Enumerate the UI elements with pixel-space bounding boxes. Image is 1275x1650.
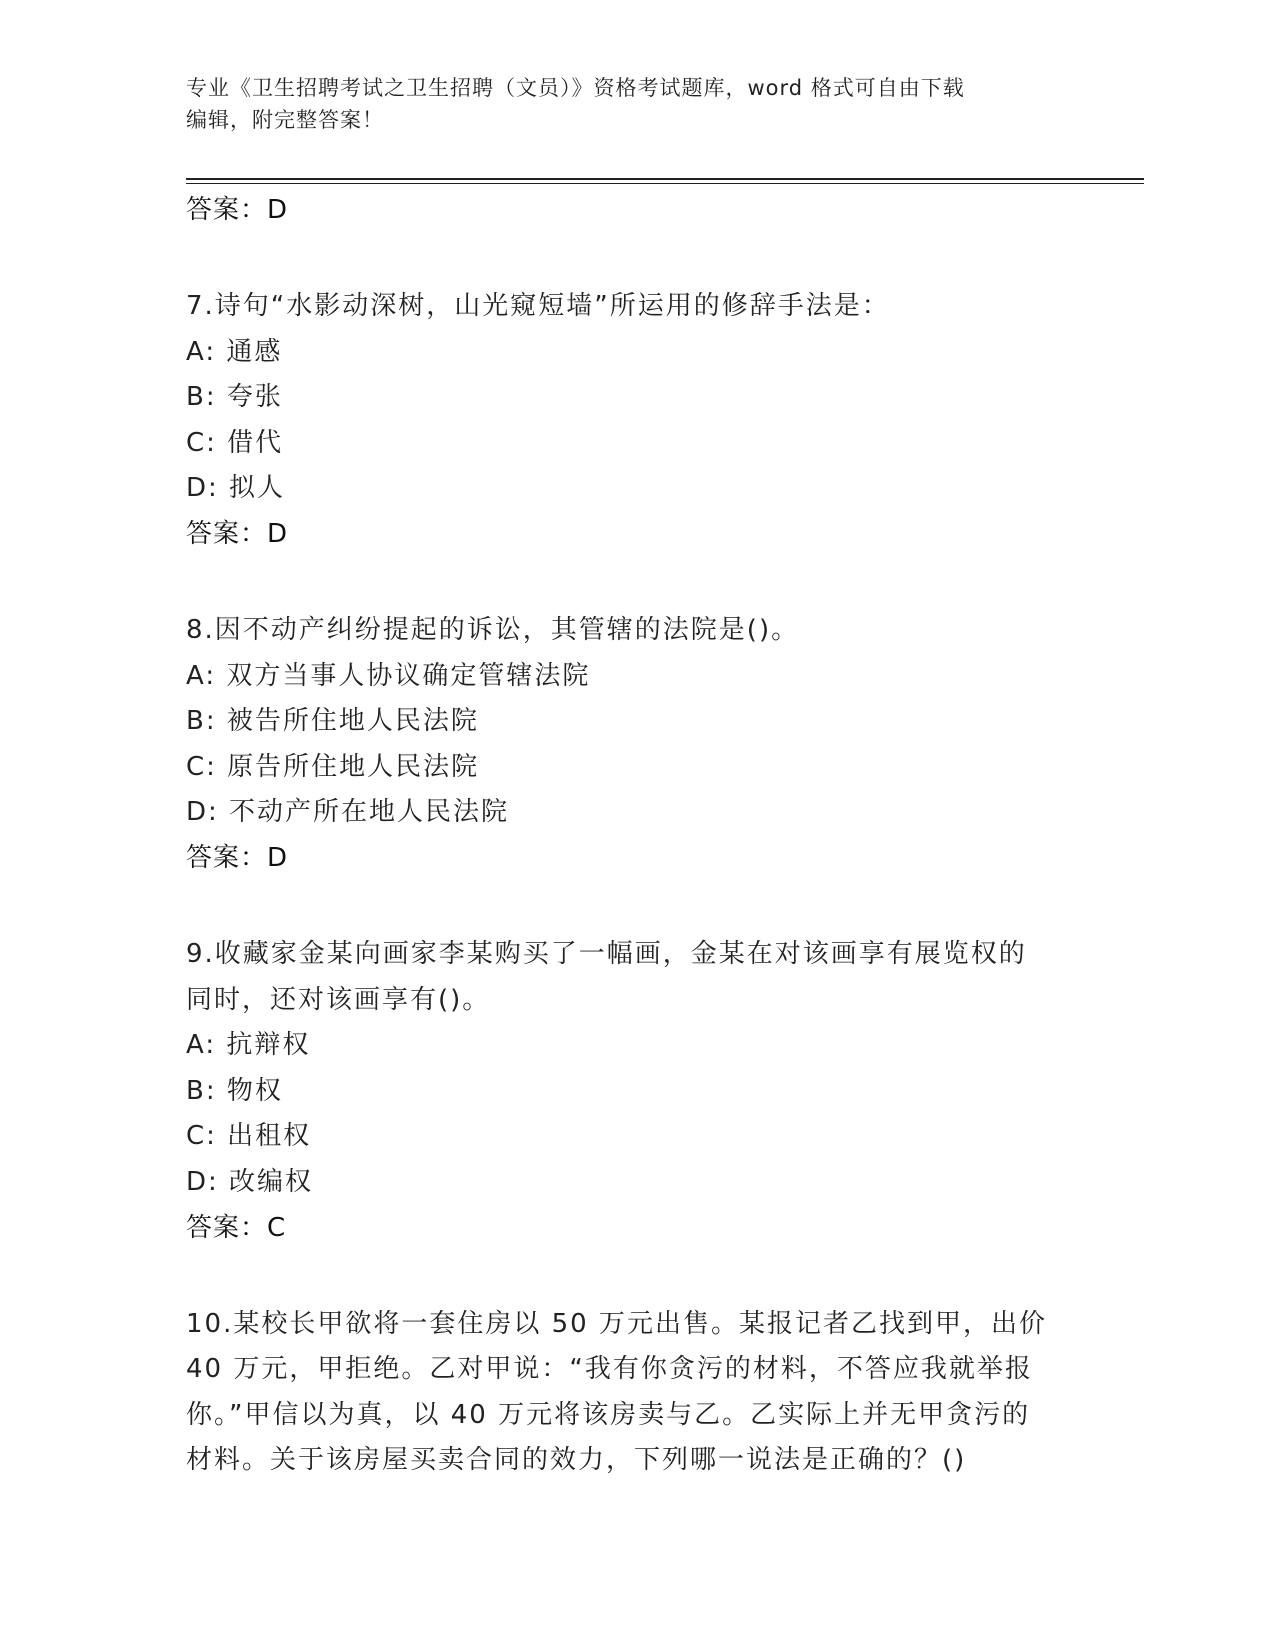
question-list (186, 190, 1086, 1484)
header-line-1: 专业《卫生招聘考试之卫生招聘（文员）》资格考试题库，word 格式可自由下载 (186, 76, 965, 100)
question-stem-line: 9.收藏家金某向画家李某购买了一幅画，金某在对该画享有展览权的 (186, 938, 1027, 969)
question-stem-line: 同时，还对该画享有()。 (186, 984, 491, 1015)
question-stem-line: 10.某校长甲欲将一套住房以 50 万元出售。某报记者乙找到甲，出价 (186, 1308, 1047, 1339)
option-c: C: 原告所住地人民法院 (186, 751, 480, 782)
page-header (186, 72, 1086, 136)
previous-answer: 答案：D (186, 195, 289, 225)
question-8 (186, 608, 1086, 878)
header-rule-thick (186, 178, 1144, 180)
answer-line: 答案：D (186, 518, 289, 549)
option-c: C: 出租权 (186, 1121, 312, 1152)
option-d: D: 拟人 (186, 473, 286, 504)
option-b: B: 物权 (186, 1075, 283, 1106)
question-7 (186, 284, 1086, 554)
header-rule-thin (186, 183, 1144, 184)
option-a: A: 抗辩权 (186, 1030, 311, 1061)
option-c: C: 借代 (186, 427, 284, 458)
question-stem-line: 你。”甲信以为真，以 40 万元将该房卖与乙。乙实际上并无甲贪污的 (186, 1399, 1031, 1430)
question-9 (186, 932, 1086, 1248)
option-b: B: 夸张 (186, 382, 283, 413)
question-stem-line: 40 万元，甲拒绝。乙对甲说：“我有你贪污的材料，不答应我就举报 (186, 1354, 1033, 1385)
question-stem-line: 8.因不动产纠纷提起的诉讼，其管辖的法院是()。 (186, 614, 800, 645)
option-a: A: 通感 (186, 336, 283, 367)
question-stem-line: 7.诗句“水影动深树，山光窥短墙”所运用的修辞手法是： (186, 291, 890, 321)
option-a: A: 双方当事人协议确定管辖法院 (186, 660, 591, 691)
option-d: D: 不动产所在地人民法院 (186, 797, 510, 828)
question-stem-line: 材料。关于该房屋买卖合同的效力，下列哪一说法是正确的？() (186, 1445, 967, 1476)
header-line-2: 编辑，附完整答案！ (186, 108, 384, 132)
option-b: B: 被告所住地人民法院 (186, 706, 479, 737)
answer-line: 答案：D (186, 842, 289, 873)
answer-line: 答案：C (186, 1212, 287, 1243)
question-10 (186, 1302, 1086, 1484)
option-d: D: 改编权 (186, 1166, 314, 1197)
